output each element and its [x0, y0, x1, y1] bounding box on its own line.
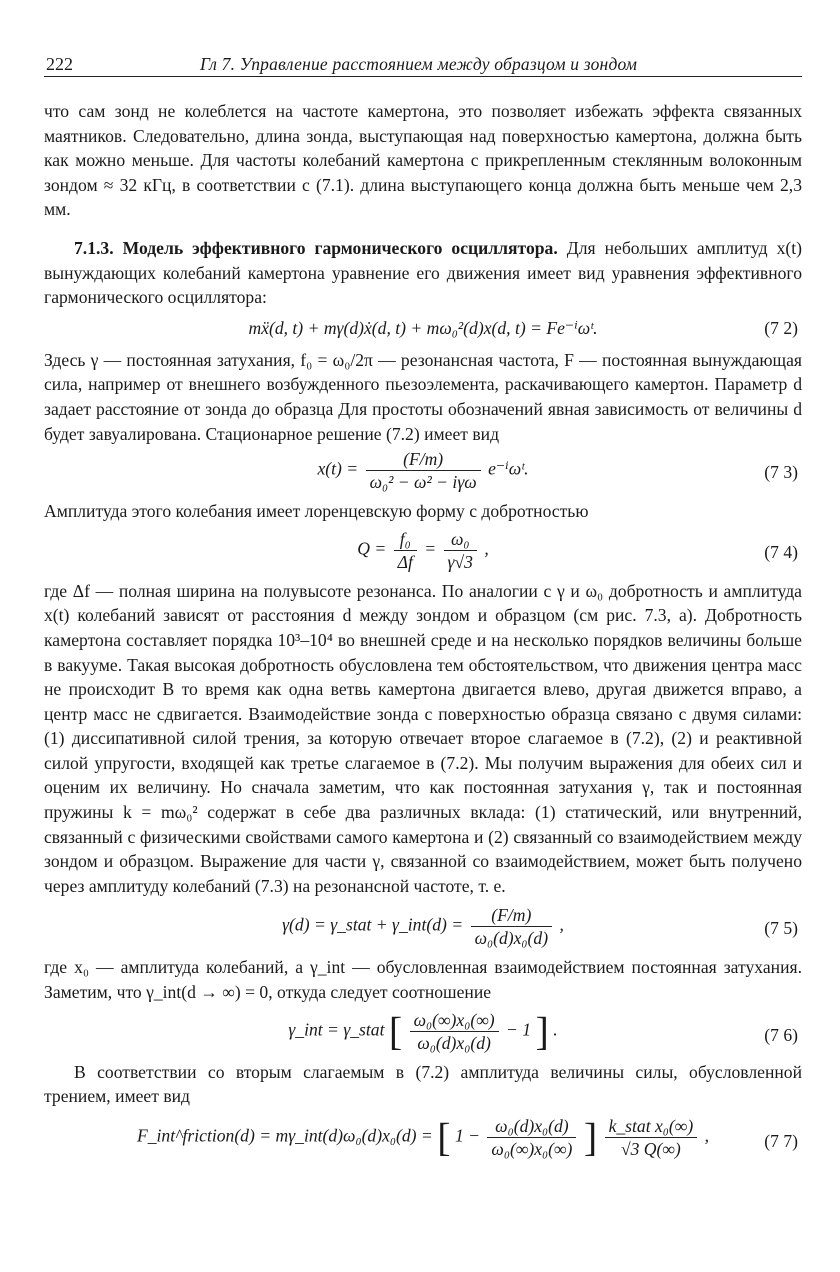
- paragraph-1: что сам зонд не колеблется на частоте камертона, это позволяет избежать эффекта связанных маятников. Следовательно, длина зонда, выступающая над поверхностью камертона, должна быть как можно меньше. Для частоты колебаний камертона с прикрепленным стеклянным волоконным зондом ≈ 32 кГц, в соответствии с (7.1). длина выступающего конца должна быть меньше чем 2,3 мм.: [44, 101, 802, 220]
- equation-7-3-numerator: (F/m): [366, 448, 481, 471]
- equation-7-6-denominator: ω₀(d)x₀(d): [417, 1032, 491, 1053]
- equation-7-3-denominator: ω₀² − ω² − iγω: [369, 472, 477, 493]
- paragraph-4: где Δf — полная ширина на полувысоте резонанса. По аналогии с γ и ω₀ добротность и амплитуда x(t) колебаний зависят от расстояния d между зондом и образцом (см рис. 7.3, а). Добротность камертона составляет порядка 10³–10⁴ во внешней среде и на несколько порядков величины больше в вакууме. Такая высокая добротность обусловлена тем обстоятельством, что движения центра масс не происходит В то время как одна ветвь камертона двигается влево, другая движется вправо, а центр масс не сдвигается. Взаимодействие зонда с поверхностью образца связано с двумя силами: (1) диссипативной силой трения, за которую отвечает второе слагаемое в (7.2), (2) и реактивной силой упругости, входящей как третье слагаемое в (7.2). Мы получим выражения для обеих сил и оценим их величину. Но сначала заметим, что как постоянная затухания γ, так и постоянная пружины k = mω₀² содержат в себе два различных вклада: (1) статический, или внутренний, связанный с физическими свойствами самого камертона и (2) связанный со взаимодействием между зондом и образцом. Выражение для части γ, связанной со взаимодействием, может быть получено через амплитуду колебаний (7.3) на резонансной частоте, т. е.: [44, 580, 802, 896]
- equation-7-7-numerator-1: ω₀(d)x₀(d): [487, 1115, 576, 1138]
- equation-7-2: [44, 316, 802, 342]
- equation-7-4-lhs: Q =: [357, 538, 387, 559]
- equation-7-2-tag: (7 2): [764, 317, 798, 338]
- equation-7-5: [44, 904, 802, 949]
- equation-7-6-lhs: γ_int = γ_stat: [288, 1019, 385, 1040]
- equation-7-3: [44, 448, 802, 493]
- equation-7-5-lhs: γ(d) = γ_stat + γ_int(d) =: [282, 914, 464, 935]
- equation-7-3-tag: (7 3): [764, 462, 798, 483]
- equation-7-4-numerator-1: f₀: [394, 528, 417, 551]
- right-bracket-icon: ]: [535, 1008, 549, 1054]
- left-bracket-icon: [: [388, 1008, 403, 1054]
- left-bracket-icon: [: [437, 1114, 451, 1160]
- paragraph-6: В соответствии со вторым слагаемым в (7.2) амплитуда величины силы, обусловленной трением, имеет вид: [44, 1061, 802, 1107]
- page-body: [44, 99, 802, 1160]
- equation-7-4-denominator-2: γ√3: [447, 551, 473, 572]
- equation-7-7-one: 1 −: [454, 1125, 481, 1146]
- equation-7-3-lhs: x(t) =: [317, 458, 359, 479]
- equation-7-6-end: .: [553, 1019, 558, 1040]
- equation-7-4-numerator-2: ω₀: [444, 528, 477, 551]
- equation-7-6-numerator: ω₀(∞)x₀(∞): [410, 1009, 499, 1032]
- right-bracket-icon: ]: [583, 1114, 598, 1160]
- paragraph-3: Амплитуда этого колебания имеет лоренцевскую форму с добротностью: [44, 501, 589, 522]
- equation-7-5-denominator: ω₀(d)x₀(d): [474, 928, 549, 949]
- equation-7-5-numerator: (F/m): [471, 904, 553, 927]
- equation-7-7-numerator-2: k_stat x₀(∞): [605, 1115, 698, 1138]
- page-number: 222: [46, 54, 73, 74]
- equation-7-4-fraction-2: [444, 528, 477, 573]
- equation-7-4: [44, 528, 802, 573]
- equation-7-7: [44, 1115, 802, 1160]
- equation-7-7-lhs: F_int^friction(d) = mγ_int(d)ω₀(d)x₀(d) =: [136, 1125, 433, 1146]
- equation-7-7-end: ,: [704, 1125, 709, 1146]
- section-title: Модель эффективного гармонического осциллятора.: [122, 237, 558, 258]
- equation-7-7-fraction-1: [487, 1115, 576, 1160]
- equation-7-3-fraction: [366, 448, 481, 493]
- equation-7-6-fraction: [410, 1009, 499, 1054]
- equation-7-7-denominator-1: ω₀(∞)x₀(∞): [491, 1138, 573, 1159]
- equation-7-3-rhs: e⁻ⁱωᵗ.: [488, 458, 529, 479]
- equation-7-4-end: ,: [484, 538, 489, 559]
- equation-7-6: [44, 1009, 802, 1054]
- page: [44, 50, 802, 1166]
- section-number: 7.1.3.: [74, 237, 114, 258]
- paragraph-5: где x₀ — амплитуда колебаний, а γ_int — обусловленная взаимодействием постоянная затухания. Заметим, что γ_int(d → ∞) = 0, откуда следует соотношение: [44, 957, 802, 1003]
- equation-7-2-body: mẍ(d, t) + mγ(d)ẋ(d, t) + mω₀²(d)x(d, t) = Fe⁻ⁱωᵗ.: [248, 317, 598, 338]
- equation-7-5-tag: (7 5): [764, 918, 798, 939]
- running-header: [44, 50, 802, 77]
- equation-7-6-tag: (7 6): [764, 1024, 798, 1045]
- equation-7-6-rest: − 1: [506, 1019, 532, 1040]
- section-paragraph: [44, 236, 802, 310]
- equation-7-4-equals: =: [424, 538, 437, 559]
- section-intro: Для небольших амплитуд x(t) вынуждающих колебаний камертона уравнение его движения имеет вид уравнения эффективного гармонического осциллятора:: [44, 237, 802, 308]
- paragraph-2: Здесь γ — постоянная затухания, f₀ = ω₀/2π — резонансная частота, F — постоянная вынуждающая сила, например от внешнего возбужденного пьезоэлемента, раскачивающего камертон. Параметр d задает расстояние от зонда до образца Для простоты обозначений явная зависимость от величины d будет завуалирована. Стационарное решение (7.2) имеет вид: [44, 349, 802, 444]
- running-title: Гл 7. Управление расстоянием между образцом и зондом: [200, 54, 638, 74]
- equation-7-5-end: ,: [559, 914, 564, 935]
- equation-7-7-tag: (7 7): [764, 1130, 798, 1151]
- equation-7-4-tag: (7 4): [764, 541, 798, 562]
- equation-7-7-fraction-2: [605, 1115, 698, 1160]
- equation-7-4-fraction-1: [394, 528, 417, 573]
- equation-7-7-denominator-2: √3 Q(∞): [620, 1138, 681, 1159]
- equation-7-4-denominator-1: Δf: [397, 551, 413, 572]
- equation-7-5-fraction: [471, 904, 553, 949]
